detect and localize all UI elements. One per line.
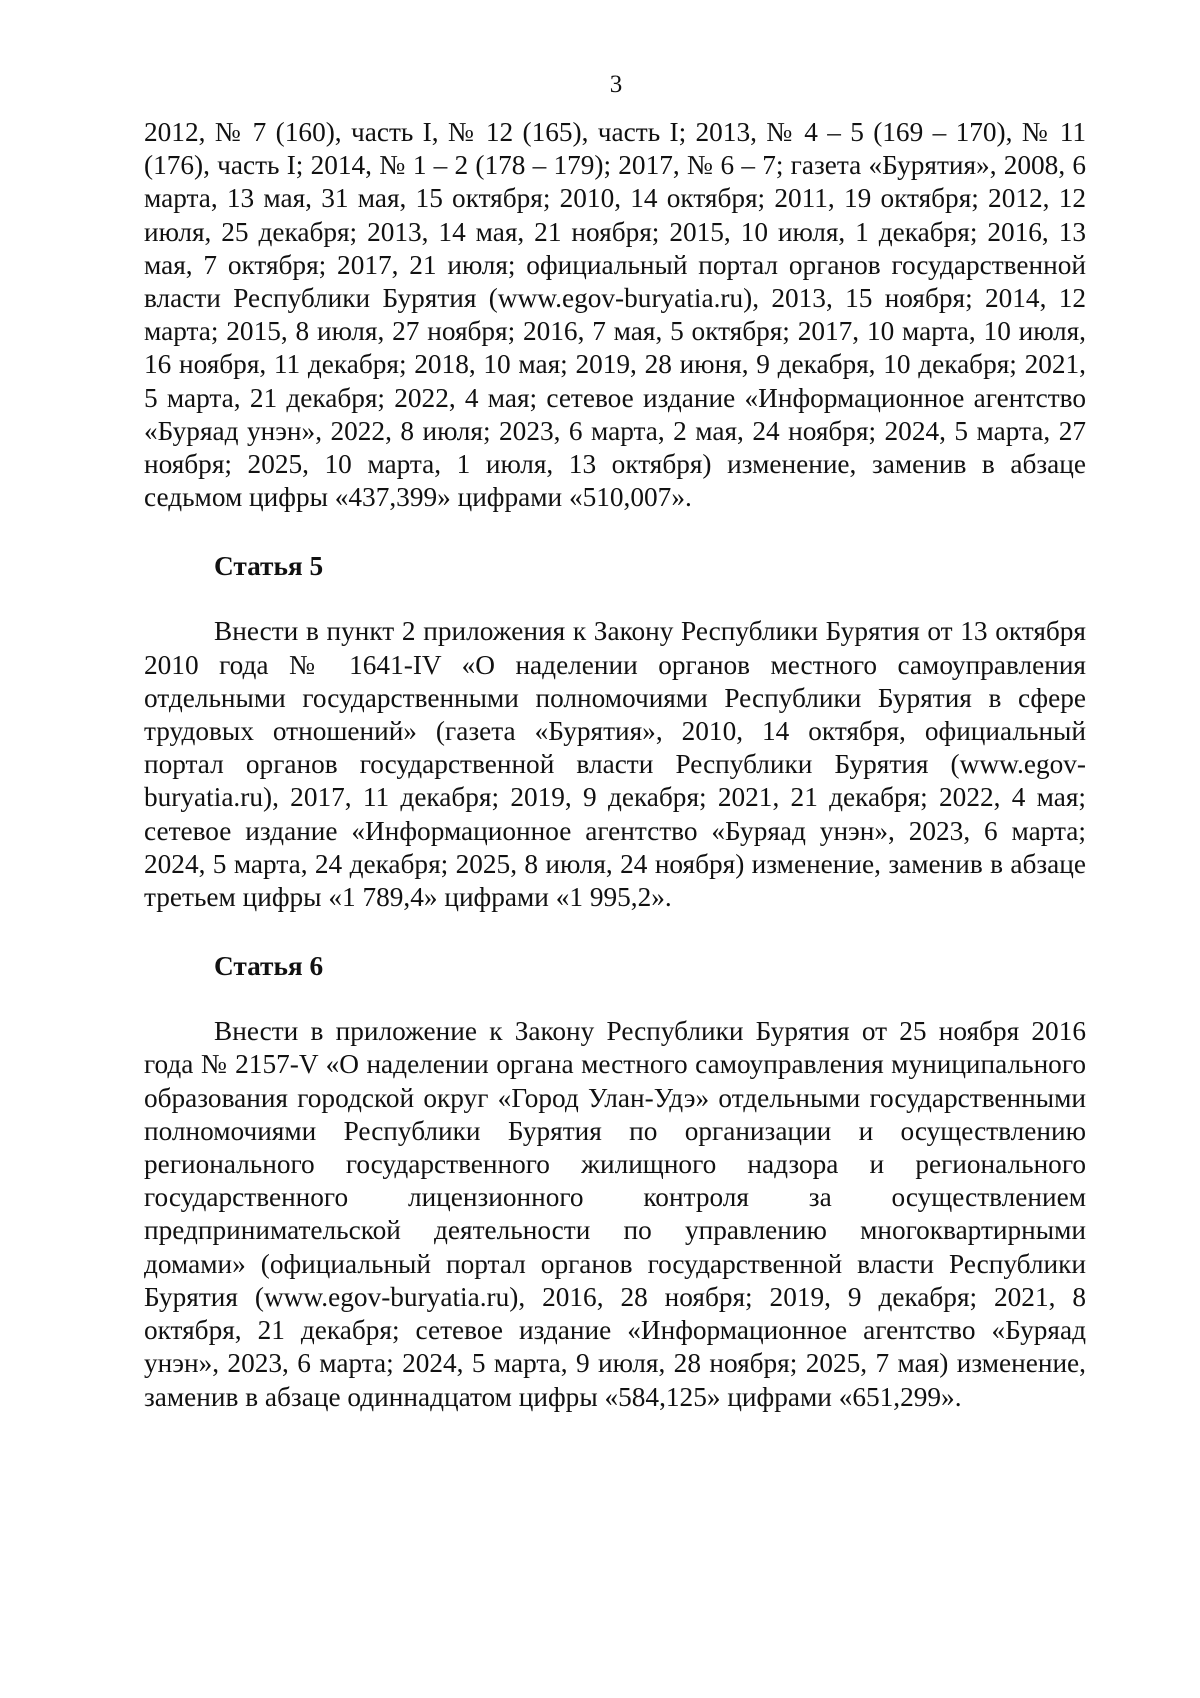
document-body <box>144 116 1086 1414</box>
article-6-heading: Статья 6 <box>214 951 324 982</box>
continuation-paragraph: 2012, № 7 (160), часть I, № 12 (165), часть I; 2013, № 4 – 5 (169 – 170), № 11 (176), часть I; 2014, № 1 – 2 (178 – 179); 2017, № 6 – 7; газета «Бурятия», 2008, 6 марта, 13 мая, 31 мая, 15 октября; 2010, 14 октября; 2011, 19 октября; 2012, 12 июля, 25 декабря; 2013, 14 мая, 21 ноября; 2015, 10 июля, 1 декабря; 2016, 13 мая, 7 октября; 2017, 21 июля; официальный портал органов государственной власти Республики Бурятия (www.egov-buryatia.ru), 2013, 15 ноября; 2014, 12 марта; 2015, 8 июля, 27 ноября; 2016, 7 мая, 5 октября; 2017, 10 марта, 10 июля, 16 ноября, 11 декабря; 2018, 10 мая; 2019, 28 июня, 9 декабря, 10 декабря; 2021, 5 марта, 21 декабря; 2022, 4 мая; сетевое издание «Информационное агентство «Буряад унэн», 2022, 8 июля; 2023, 6 марта, 2 мая, 24 ноября; 2024, 5 марта, 27 ноября; 2025, 10 марта, 1 июля, 13 октября) изменение, заменив в абзаце седьмом цифры «437,399» цифрами «510,007». <box>144 117 1086 513</box>
article-5-heading: Статья 5 <box>214 551 324 582</box>
article-5-text: Внести в пункт 2 приложения к Закону Республики Бурятия от 13 октября 2010 года № 1641-IV «О наделении органов местного самоуправления отдельными государственными полномочиями Республики Бурятия в сфере трудовых отношений» (газета «Бурятия», 2010, 14 октября, официальный портал органов государственной власти Республики Бурятия (www.egov-buryatia.ru), 2017, 11 декабря; 2019, 9 декабря; 2021, 21 декабря; 2022, 4 мая; сетевое издание «Информационное агентство «Буряад унэн», 2023, 6 марта; 2024, 5 марта, 24 декабря; 2025, 8 июля, 24 ноября) изменение, заменив в абзаце третьем цифры «1 789,4» цифрами «1 995,2». <box>144 616 1086 913</box>
page-number: 3 <box>609 71 623 98</box>
article-6-text: Внести в приложение к Закону Республики Бурятия от 25 ноября 2016 года № 2157-V «О наделении органа местного самоуправления муниципального образования городской округ «Город Улан-Удэ» отдельными государственными полномочиями Республики Бурятия по организации и осуществлению регионального государственного жилищного надзора и регионального государственного лицензионного контроля за осуществлением предпринимательской деятельности по управлению многоквартирными домами» (официальный портал органов государственной власти Республики Бурятия (www.egov-buryatia.ru), 2016, 28 ноября; 2019, 9 декабря; 2021, 8 октября, 21 декабря; сетевое издание «Информационное агентство «Буряад унэн», 2023, 6 марта; 2024, 5 марта, 9 июля, 28 ноября; 2025, 7 мая) изменение, заменив в абзаце одиннадцатом цифры «584,125» цифрами «651,299». <box>144 1016 1086 1412</box>
